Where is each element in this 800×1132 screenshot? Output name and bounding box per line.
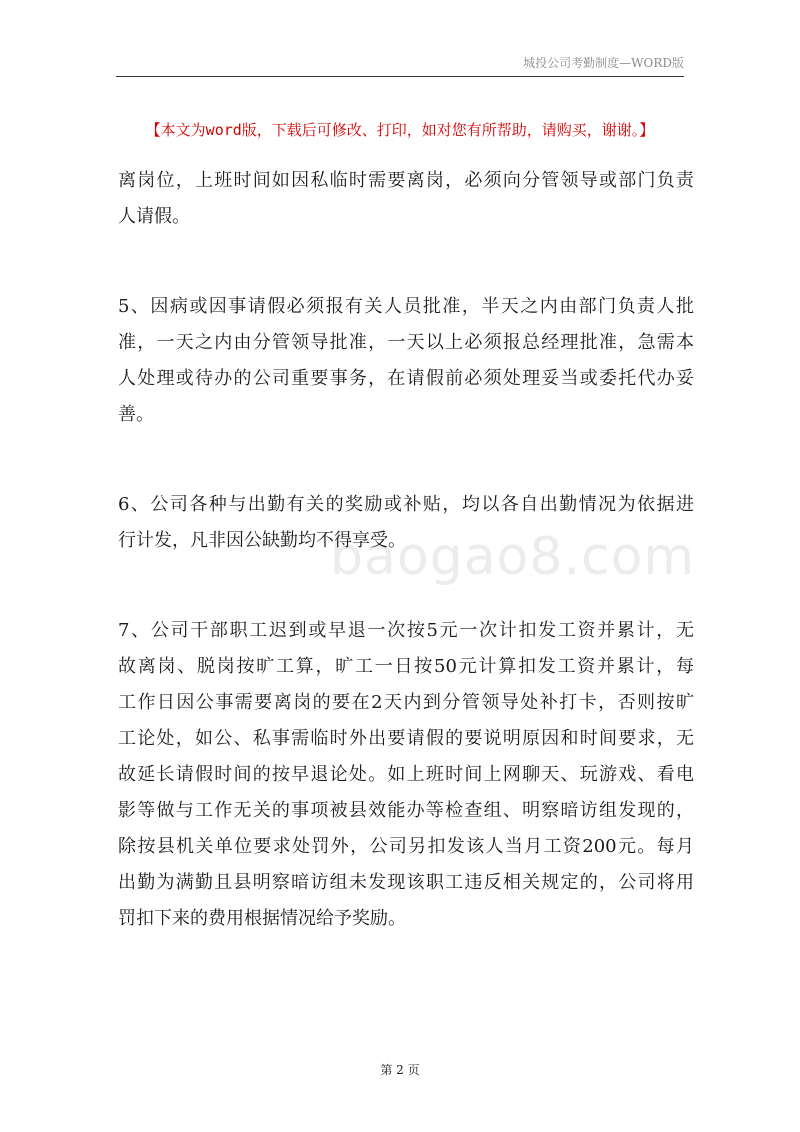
text-line: 行计发，凡非因公缺勤均不得享受。 — [118, 530, 406, 551]
page-number: 第 2 页 — [380, 1063, 420, 1077]
text-line: 故延长请假时间的按早退论处。如上班时间上网聊天、玩游戏、看电 — [118, 764, 694, 785]
text-line: 离岗位，上班时间如因私临时需要离岗，必须向分管领导或部门负责 — [118, 170, 694, 191]
text-line: 除按县机关单位要求处罚外，公司另扣发该人当月工资200元。每月 — [118, 836, 694, 857]
text-line: 工作日因公事需要离岗的要在2天内到分管领导处补打卡，否则按旷 — [118, 692, 694, 713]
text-line: 工论处，如公、私事需临时外出要请假的要说明原因和时间要求，无 — [118, 728, 694, 749]
paragraph-rule-6 — [118, 487, 694, 559]
paragraph-rule-7 — [118, 613, 694, 937]
text-line: 出勤为满勤且县明察暗访组未发现该职工违反相关规定的，公司将用 — [118, 872, 694, 893]
document-body — [118, 163, 694, 937]
watermark-text: baogao8.com — [330, 527, 696, 587]
document-header-title: 城投公司考勤制度—WORD版 — [523, 56, 684, 70]
header-divider — [116, 76, 684, 77]
text-line: 5、因病或因事请假必须报有关人员批准，半天之内由部门负责人批 — [118, 296, 694, 317]
paragraph-leave-post — [118, 163, 694, 235]
red-notice-banner: 【本文为word版，下载后可修改、打印，如对您有所帮助，请购买，谢谢。】 — [145, 121, 655, 139]
text-line: 善。 — [118, 404, 154, 425]
text-line: 准，一天之内由分管领导批准，一天以上必须报总经理批准，急需本 — [118, 332, 694, 353]
text-line: 影等做与工作无关的事项被县效能办等检查组、明察暗访组发现的， — [118, 800, 694, 821]
text-line: 人请假。 — [118, 206, 190, 227]
text-line: 故离岗、脱岗按旷工算，旷工一日按50元计算扣发工资并累计，每 — [118, 656, 694, 677]
text-line: 人处理或待办的公司重要事务，在请假前必须处理妥当或委托代办妥 — [118, 368, 694, 389]
text-line: 6、公司各种与出勤有关的奖励或补贴，均以各自出勤情况为依据进 — [118, 494, 694, 515]
text-line: 7、公司干部职工迟到或早退一次按5元一次计扣发工资并累计，无 — [118, 620, 694, 641]
text-line: 罚扣下来的费用根据情况给予奖励。 — [118, 908, 406, 929]
paragraph-rule-5 — [118, 289, 694, 433]
